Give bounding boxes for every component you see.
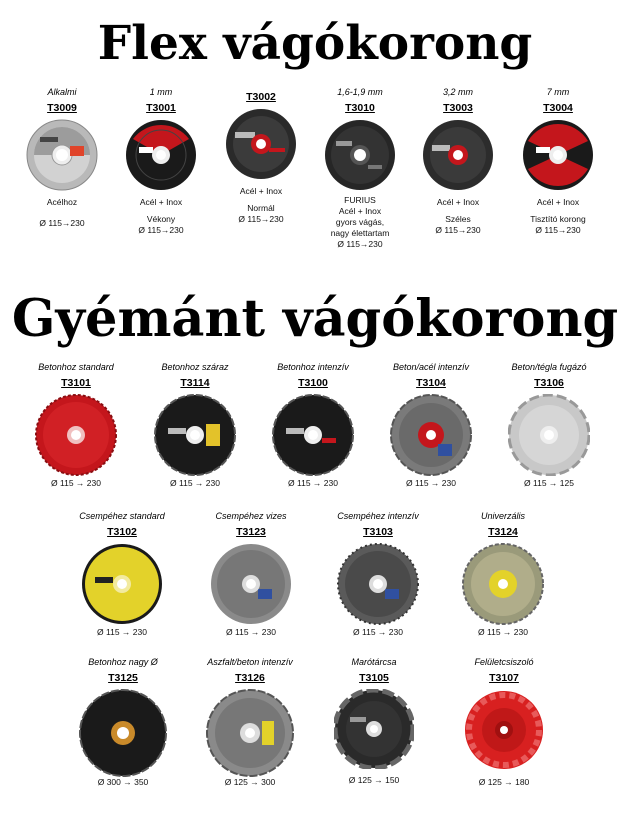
- product-card-t3106[interactable]: [489, 362, 609, 489]
- product-category: Csempéhez intenzív: [337, 511, 419, 521]
- product-category: Csempéhez standard: [79, 511, 165, 521]
- product-code[interactable]: T3004: [543, 102, 573, 114]
- product-size: Ø 115 → 230: [478, 627, 528, 637]
- cutting-disc-image: [26, 119, 98, 191]
- product-code[interactable]: T3126: [235, 672, 265, 684]
- product-code[interactable]: T3106: [534, 377, 564, 389]
- product-code[interactable]: T3009: [47, 102, 77, 114]
- product-desc-line: Acélhoz: [46, 197, 78, 207]
- product-size: Ø 115→230: [238, 214, 284, 224]
- product-desc-line: Széles: [445, 214, 471, 224]
- product-category: Beton/tégla fugázó: [511, 362, 587, 372]
- product-category: 7 mm: [546, 87, 570, 97]
- flex-section-title: Flex vágókorong: [97, 16, 533, 71]
- product-category: 1 mm: [149, 87, 173, 97]
- product-size: Ø 115 → 230: [97, 627, 147, 637]
- product-size: Ø 125 → 150: [348, 775, 400, 785]
- cup-wheel-image: [463, 689, 545, 771]
- cutting-disc-image: [125, 119, 197, 191]
- product-card-t3114[interactable]: [135, 362, 255, 489]
- product-code[interactable]: T3104: [416, 377, 446, 389]
- product-card-t3107[interactable]: [444, 657, 564, 788]
- product-code[interactable]: T3102: [107, 526, 137, 538]
- cutting-disc-image: [522, 119, 594, 191]
- product-category: Marótárcsa: [351, 657, 397, 667]
- product-code[interactable]: T3125: [108, 672, 138, 684]
- product-card-t3104[interactable]: [371, 362, 491, 489]
- product-category: Betonhoz nagy Ø: [88, 657, 158, 667]
- product-desc-line: Acél + Inox: [338, 206, 382, 216]
- product-desc-line: Normál: [247, 203, 275, 213]
- diamond-disc-image: [35, 394, 117, 476]
- product-code[interactable]: T3002: [246, 91, 276, 103]
- diamond-disc-image: [210, 543, 292, 625]
- cutting-disc-image: [422, 119, 494, 191]
- product-size: Ø 115 → 230: [288, 478, 338, 488]
- diamond-disc-image: [154, 394, 236, 476]
- product-code[interactable]: T3114: [180, 377, 210, 389]
- product-desc-line: Vékony: [146, 214, 176, 224]
- product-size: Ø 115 → 230: [406, 478, 456, 488]
- product-code[interactable]: T3100: [298, 377, 328, 389]
- product-card-t3123[interactable]: [191, 511, 311, 638]
- product-size: Ø 115→230: [435, 225, 481, 235]
- product-code[interactable]: T3124: [488, 526, 518, 538]
- product-size: Ø 115 → 125: [524, 478, 574, 488]
- cutting-disc-image: [324, 119, 396, 191]
- product-size: Ø 115 → 230: [170, 478, 220, 488]
- product-category: Betonhoz száraz: [161, 362, 229, 372]
- diamond-disc-image: [508, 394, 590, 476]
- product-size: Ø 115 → 230: [51, 478, 101, 488]
- product-size: Ø 115 → 230: [226, 627, 276, 637]
- product-card-t3124[interactable]: [443, 511, 563, 638]
- product-category: Betonhoz intenzív: [277, 362, 349, 372]
- product-category: Felületcsiszoló: [474, 657, 534, 667]
- product-card-t3105[interactable]: [314, 657, 434, 786]
- product-category: Aszfalt/beton intenzív: [207, 657, 293, 667]
- product-code[interactable]: T3123: [236, 526, 266, 538]
- product-size: Ø 125 → 180: [478, 777, 530, 787]
- product-code[interactable]: T3001: [146, 102, 176, 114]
- product-category: Betonhoz standard: [38, 362, 114, 372]
- product-desc-line: gyors vágás,: [335, 217, 385, 227]
- product-desc-line: Acél + Inox: [239, 186, 283, 196]
- product-size: Ø 115→230: [337, 239, 383, 249]
- product-code[interactable]: T3105: [359, 672, 389, 684]
- product-category: Csempéhez vizes: [215, 511, 287, 521]
- product-size: Ø 115→230: [39, 218, 85, 228]
- product-size: Ø 115→230: [138, 225, 184, 235]
- product-size: Ø 115 → 230: [353, 627, 403, 637]
- product-code[interactable]: T3107: [489, 672, 519, 684]
- diamond-disc-image: [272, 394, 354, 476]
- product-category: 3,2 mm: [442, 87, 473, 97]
- diamond-disc-image: [81, 543, 163, 625]
- diamond-disc-image: [334, 689, 414, 769]
- cutting-disc-image: [225, 108, 297, 180]
- product-card-t3101[interactable]: [16, 362, 136, 489]
- product-code[interactable]: T3103: [363, 526, 393, 538]
- product-card-t3103[interactable]: [318, 511, 438, 638]
- product-card-t3004[interactable]: [498, 87, 618, 236]
- product-card-t3126[interactable]: [190, 657, 310, 788]
- product-desc-line: Acél + Inox: [139, 197, 183, 207]
- product-desc-line: nagy élettartam: [330, 228, 390, 238]
- product-category: 1,6-1,9 mm: [337, 87, 383, 97]
- diamond-disc-image: [337, 543, 419, 625]
- product-category: Beton/acél intenzív: [392, 362, 470, 372]
- product-card-t3125[interactable]: [63, 657, 183, 788]
- product-desc-line: Tisztító korong: [530, 214, 586, 224]
- diamond-disc-image: [390, 394, 472, 476]
- product-code[interactable]: T3003: [443, 102, 473, 114]
- diamond-disc-image: [462, 543, 544, 625]
- product-category: Univerzális: [480, 511, 525, 521]
- product-card-t3100[interactable]: [253, 362, 373, 489]
- product-category: Alkalmi: [47, 87, 77, 97]
- product-desc-line: FURIUS: [344, 195, 376, 205]
- product-size: Ø 115→230: [535, 225, 581, 235]
- product-desc-line: Acél + Inox: [536, 197, 580, 207]
- product-desc-line: Acél + Inox: [436, 197, 480, 207]
- product-card-t3102[interactable]: [62, 511, 182, 638]
- product-code[interactable]: T3101: [61, 377, 91, 389]
- diamond-section-title: Gyémánt vágókorong: [11, 289, 619, 349]
- product-size: Ø 125 → 300: [224, 777, 276, 787]
- product-size: Ø 300 → 350: [97, 777, 149, 787]
- diamond-disc-image: [79, 689, 167, 777]
- product-code[interactable]: T3010: [345, 102, 375, 114]
- diamond-disc-image: [206, 689, 294, 777]
